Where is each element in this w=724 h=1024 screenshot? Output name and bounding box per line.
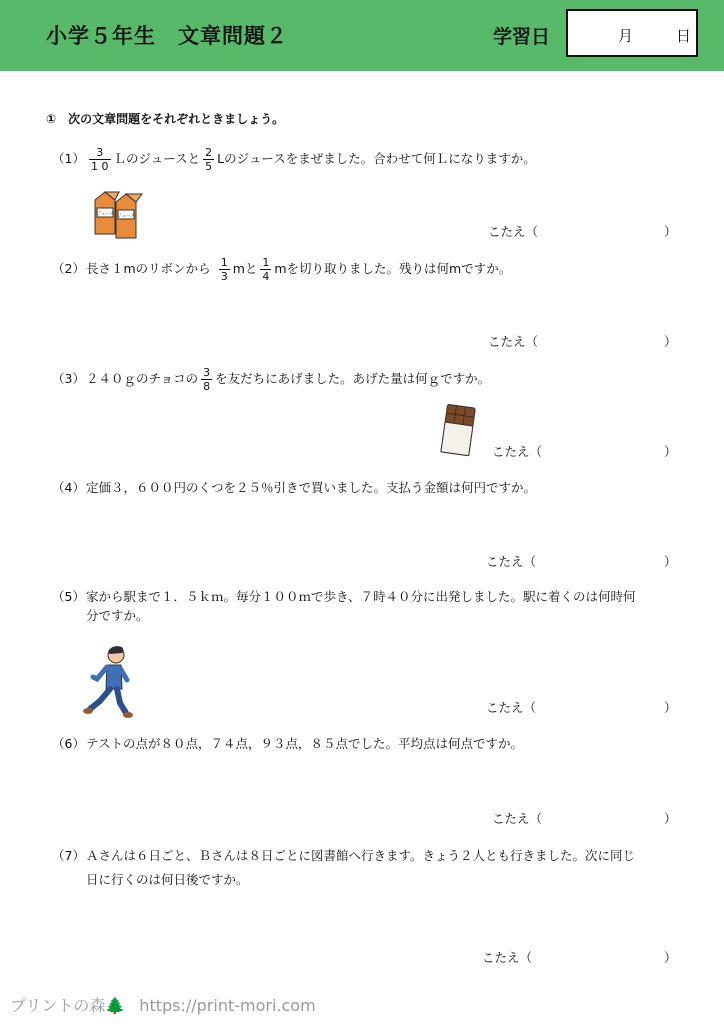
- question-7-continued: 日に行くのは何日後ですか。: [86, 872, 249, 887]
- question-4: [52, 476, 536, 500]
- juice-label: ジュース: [96, 212, 114, 217]
- question-text: ２４０ｇのチョコの: [86, 371, 199, 386]
- question-6: [52, 732, 523, 756]
- question-text: mを切り取りました。残りは何mですか。: [274, 261, 512, 276]
- answer-field-2[interactable]: こたえ（ ）: [488, 334, 677, 349]
- fraction: $\frac{1}{4}$: [262, 256, 270, 283]
- question-text: 定価３，６００円のくつを２５％引きで買いました。支払う金額は何円ですか。: [86, 480, 537, 495]
- question-3: [52, 366, 490, 393]
- answer-field-5[interactable]: こたえ（ ）: [486, 700, 677, 715]
- fraction: $\frac{2}{5}$: [205, 146, 213, 173]
- question-text: Ａさんは６日ごと、Ｂさんは８日ごとに図書館へ行きます。きょう２人とも行きました。次に同じ: [86, 848, 636, 863]
- section-title: ① 次の文章問題をそれぞれときましょう。: [46, 112, 285, 126]
- chocolate-image: [438, 404, 478, 458]
- question-number: （2）: [52, 261, 85, 276]
- study-date-label: 学習日: [493, 26, 551, 48]
- footer: [10, 993, 316, 1016]
- question-text: を友だちにあげました。あげた量は何ｇですか。: [215, 371, 491, 386]
- answer-field-3[interactable]: こたえ（ ）: [492, 444, 677, 459]
- answer-field-4[interactable]: こたえ（ ）: [486, 554, 677, 569]
- day-label: 日: [676, 27, 692, 45]
- question-5-continued: 分ですか。: [86, 608, 149, 623]
- footer-brand: プリントの森🌲: [10, 996, 126, 1015]
- juice-carton-image: [92, 188, 146, 242]
- question-1: [52, 146, 536, 173]
- fraction: $\frac{3}{1 0}$: [91, 146, 109, 173]
- question-text: mと: [232, 261, 258, 276]
- worksheet-title: 小学５年生 文章問題２: [46, 24, 288, 48]
- answer-field-1[interactable]: こたえ（ ）: [488, 224, 677, 239]
- date-box[interactable]: [566, 9, 698, 57]
- question-number: （7）: [52, 848, 85, 863]
- question-7: [52, 844, 635, 868]
- question-2: [52, 256, 511, 283]
- question-text: 長さ１mのリボンから: [86, 261, 211, 276]
- answer-field-7[interactable]: こたえ（ ）: [482, 950, 677, 965]
- question-number: （4）: [52, 480, 85, 495]
- question-text: 家から駅まで１．５ｋｍ。毎分１００ｍで歩き、７時４０分に出発しました。駅に着くのは何時何: [86, 589, 636, 604]
- question-text: テストの点が８０点，７４点，９３点，８５点でした。平均点は何点ですか。: [86, 736, 524, 751]
- juice-label: ジュース: [117, 214, 135, 219]
- question-text: Lのジュースをまぜました。合わせて何Ｌになりますか。: [217, 151, 536, 166]
- fraction: $\frac{1}{3}$: [220, 256, 228, 283]
- question-text: Ｌのジュースと: [113, 151, 201, 166]
- footer-url[interactable]: https://print-mori.com: [139, 996, 316, 1015]
- answer-field-6[interactable]: こたえ（ ）: [492, 811, 677, 826]
- fraction: $\frac{3}{8}$: [203, 366, 211, 393]
- question-number: （3）: [52, 371, 85, 386]
- question-number: （5）: [52, 589, 85, 604]
- question-number: （6）: [52, 736, 85, 751]
- walking-boy-image: [82, 643, 134, 719]
- question-number: （1）: [52, 151, 85, 166]
- month-label: 月: [618, 27, 634, 45]
- header-bar: [0, 0, 724, 71]
